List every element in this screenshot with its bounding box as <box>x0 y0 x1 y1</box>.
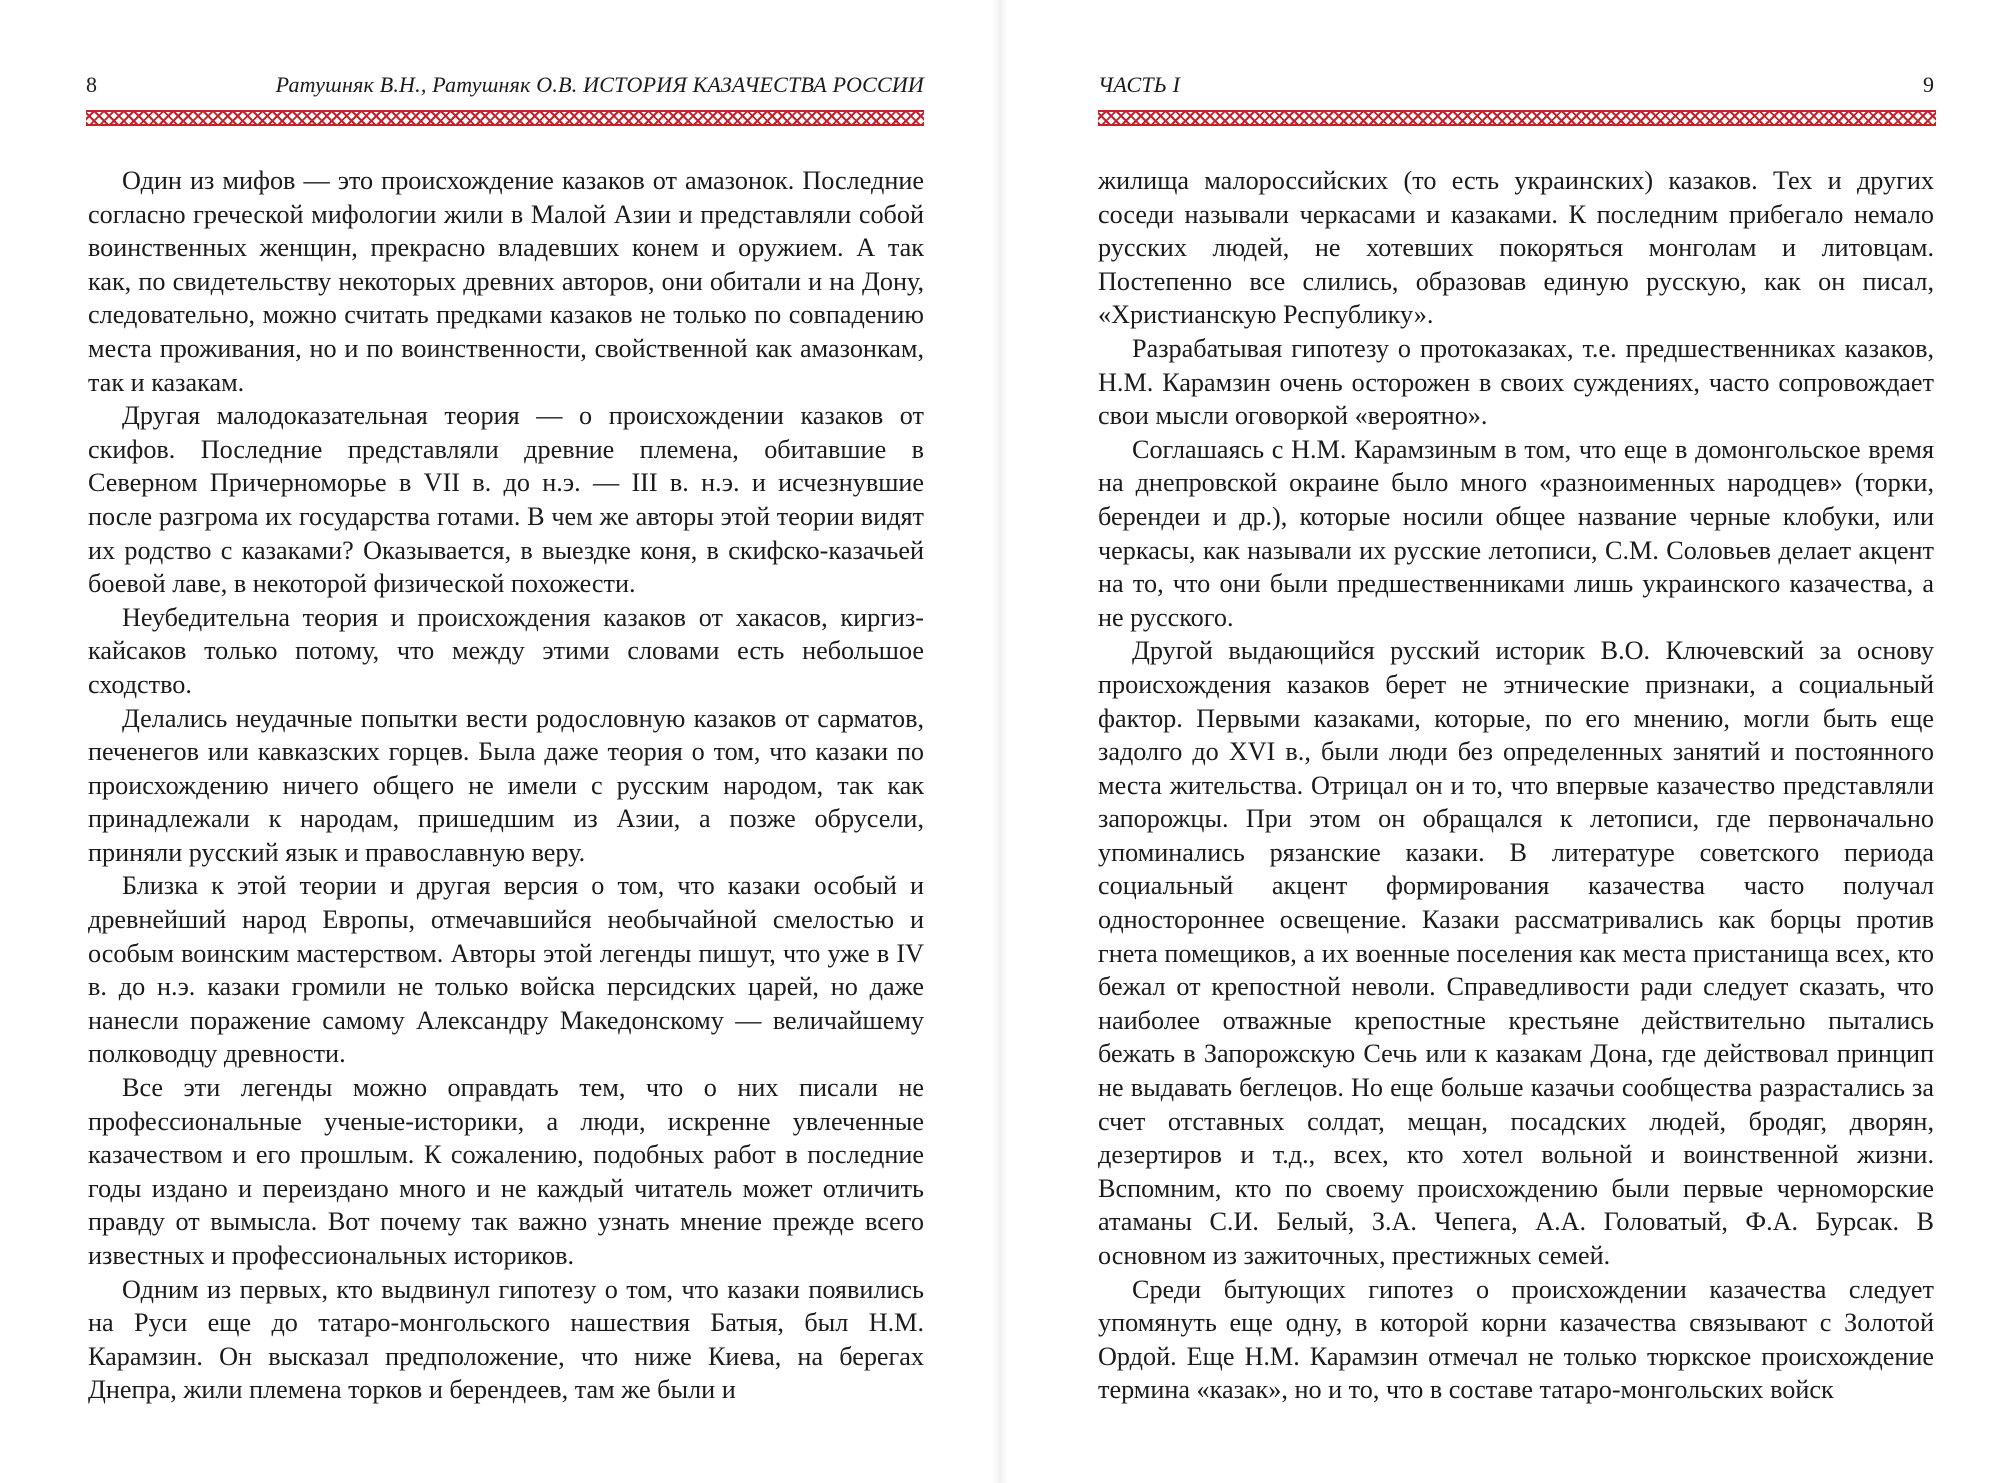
right-paragraph-2: Соглашаясь с Н.М. Карамзиным в том, что еще в домонгольское время на днепровской окраине было много «разноименных народцев» (торки, берендеи и др.), которые носили общее название черные клобуки, или черкасы, как называли их русские летописи, С.М. Соловьев делает акцент на то, что они были предшественниками лишь украинского казачества, а не русского. <box>1098 434 1934 632</box>
left-running-head: Ратушняк В.Н., Ратушняк О.В. ИСТОРИЯ КАЗАЧЕСТВА РОССИИ <box>275 72 924 97</box>
left-paragraph-7: Одним из первых, кто выдвинул гипотезу о том, что казаки появились на Руси еще до татаро-монгольского нашествия Батыя, был Н.М. Карамзин. Он высказал предположение, что ниже Киева, на берегах Днепра, жили племена торков и берендеев, там же были и <box>88 1274 924 1405</box>
right-paragraph-3: Другой выдающийся русский историк В.О. Ключевский за основу происхождения казаков берет не этнические признаки, а социальный фактор. Первыми казаками, которые, по его мнению, могли быть еще задолго до XVI в., были люди без определенных занятий и постоянного места жительства. Отрицал он и то, что впервые казачество представляли запорожцы. При этом он обращался к летописи, где первоначально упоминались рязанские казаки. В литературе советского периода социальный акцент формирования казачества часто получал одностороннее освещение. Казаки рассматривались как борцы против гнета помещиков, а их военные поселения как места пристанища всех, кто бежал от крепостной неволи. Справедливости ради следует сказать, что наиболее отважные крепостные крестьяне действительно пытались бежать в Запорожскую Сечь или к казакам Дона, где действовал принцип не выдавать беглецов. Но еще больше казачьи сообщества разрастались за счет отставных солдат, мещан, посадских людей, бродяг, дворян, дезертиров и т.д., всех, кто хотел вольной и воинственной жизни. Вспомним, кто по своему происхождению были первые черноморские атаманы С.И. Белый, З.А. Чепега, А.А. Головатый, Ф.А. Бурсак. В основном из зажиточных, престижных семей. <box>1098 636 1934 1270</box>
right-paragraph-1: Разрабатывая гипотезу о протоказаках, т.е. предшественниках казаков, Н.М. Карамзин очень осторожен в своих суждениях, часто сопровождает свои мысли оговоркой «вероятно». <box>1098 333 1934 431</box>
left-page-number: 8 <box>86 72 97 97</box>
left-paragraph-2: Другая малодоказательная теория — о происхождении казаков от скифов. Последние представляли древние племена, обитавшие в Северном Причерноморье в VII в. до н.э. — III в. н.э. и исчезнувшие после разгрома их государства готами. В чем же авторы этой теории видят их родство с казаками? Оказывается, в выездке коня, в скифско-казачьей боевой лаве, в некоторой физической похожести. <box>88 401 924 599</box>
right-ornament-bottom-line <box>1098 124 1936 126</box>
left-paragraph-4: Делались неудачные попытки вести родословную казаков от сарматов, печенегов или кавказских горцев. Была даже теория о том, что казаки по происхождению ничего общего не имели с русским народом, так как принадлежали к народам, пришедшим из Азии, а позже обрусели, приняли русский язык и православную веру. <box>88 703 924 867</box>
right-paragraph-continued: жилища малороссийских (то есть украинских) казаков. Тех и других соседи называли черкасами и казаками. К последним прибегало немало русских людей, не хотевших покоряться монголам и литовцам. Постепенно все слились, образовав единую русскую, как он писал, «Христианскую Республику». <box>1098 166 1934 330</box>
book-gutter-shadow <box>992 0 1008 1483</box>
left-ornament-band <box>86 112 924 124</box>
right-page-number: 9 <box>1923 72 1934 97</box>
left-paragraph-1: Один из мифов — это происхождение казаков от амазонок. Последние согласно греческой мифологии жили в Малой Азии и представляли собой воинственных женщин, прекрасно владевших конем и оружием. А так как, по свидетельству некоторых древних авторов, они обитали и на Дону, следовательно, можно считать предками казаков не только по совпадению места проживания, но и по воинственности, свойственной как амазонкам, так и казакам. <box>88 166 924 397</box>
right-ornament-band <box>1098 112 1936 124</box>
left-body-text <box>88 164 924 1407</box>
right-paragraph-4: Среди бытующих гипотез о происхождении казачества следует упомянуть еще одну, в которой корни казачества связывают с Золотой Ордой. Еще Н.М. Карамзин отмечал не только тюркское происхождение термина «казак», но и то, что в составе татаро-монгольских войск <box>1098 1274 1934 1405</box>
left-paragraph-3: Неубедительна теория и происхождения казаков от хакасов, киргиз-кайсаков только потому, что между этими словами есть небольшое сходство. <box>88 602 924 699</box>
left-paragraph-5: Близка к этой теории и другая версия о том, что казаки особый и древнейший народ Европы, отмечавшийся необычайной смелостью и особым воинским мастерством. Авторы этой легенды пишут, что уже в IV в. до н.э. казаки громили не только войска персидских царей, но даже нанесли поражение самому Александру Македонскому — величайшему полководцу древности. <box>88 871 924 1069</box>
right-body-text <box>1098 164 1934 1407</box>
left-ornament-bottom-line <box>86 124 924 126</box>
right-running-head: ЧАСТЬ I <box>1098 72 1181 97</box>
left-paragraph-6: Все эти легенды можно оправдать тем, что о них писали не профессиональные ученые-историки, а люди, искренне увлеченные казачеством и его прошлым. К сожалению, подобных работ в последние годы издано и переиздано много и не каждый читатель может отличить правду от вымысла. Вот почему так важно узнать мнение прежде всего известных и профессиональных историков. <box>88 1073 924 1270</box>
